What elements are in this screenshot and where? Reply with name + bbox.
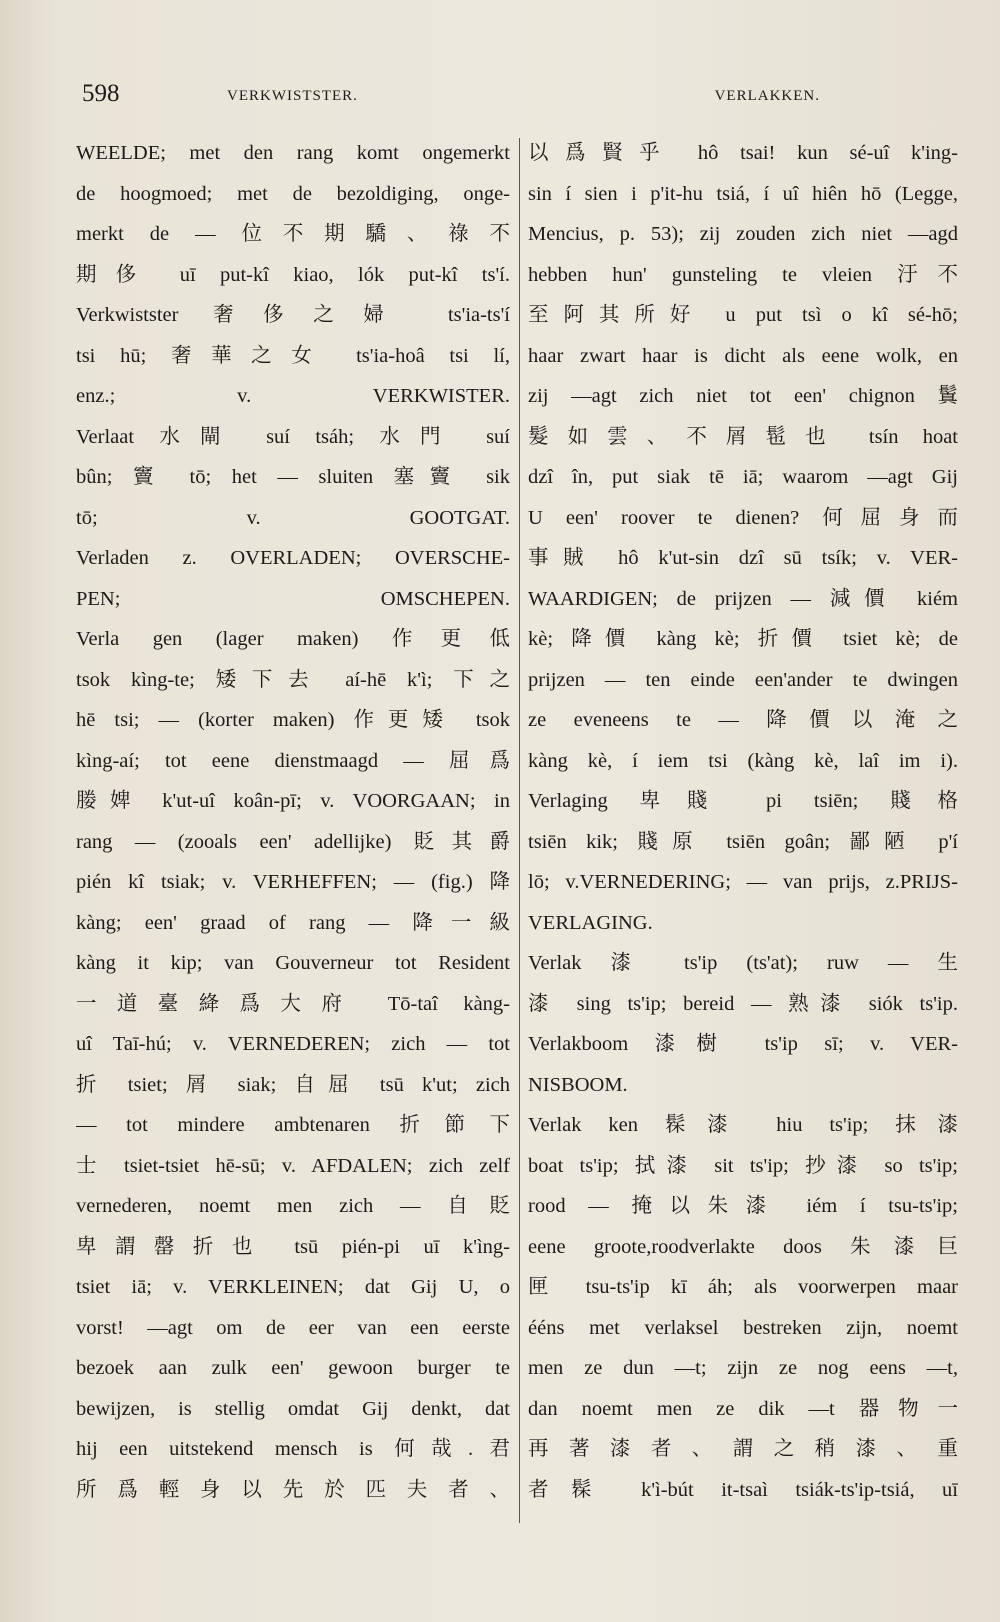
text-line: uî Taī-hú; v. VERNEDEREN; zich — tot (76, 1033, 510, 1055)
text-line: merkt de — 位不期驕、祿不 (76, 223, 510, 245)
text-line: hē tsi; — (korter maken) 作更矮 tsok (76, 709, 510, 731)
text-line: Verlakboom 漆樹 ts'ip sī; v. VER- (528, 1033, 958, 1055)
text-line: men ze dun —t; zijn ze nog eens —t, (528, 1357, 958, 1379)
text-line: 士 tsiet-tsiet hē-sū; v. AFDALEN; zich zelf (76, 1154, 510, 1177)
text-line: 一道臺絳爲大府 Tō-taî kàng- (76, 992, 510, 1015)
page-number: 598 (82, 80, 120, 107)
text-line: Mencius, p. 53); zij zouden zich niet —agd (528, 223, 958, 245)
text-line: 媵婢 k'ut-uî koân-pī; v. VOORGAAN; in (76, 790, 510, 812)
text-line: 匣 tsu-ts'ip kī áh; als voorwerpen maar (528, 1276, 958, 1298)
text-line: WAARDIGEN; de prijzen — 減價 kiém (528, 587, 958, 610)
text-line: bûn; 竇 tō; het — sluiten 塞竇 sik (76, 466, 510, 488)
text-line: pién kî tsiak; v. VERHEFFEN; — (fig.) 降 (76, 871, 510, 893)
text-line: U een' roover te dienen? 何屈身而 (528, 506, 958, 529)
text-line: 髮如雲、不屑髢也 tsín hoat (528, 425, 958, 448)
text-line: Verla gen (lager maken) 作更低 (76, 628, 510, 650)
text-line: 卑謂罄折也 tsū pién-pi uī k'ìng- (76, 1235, 510, 1258)
text-line: WEELDE; met den rang komt ongemerkt (76, 142, 510, 164)
text-line: 事賊 hô k'ut-sin dzî sū tsík; v. VER- (528, 547, 958, 569)
text-line: dan noemt men ze dik —t 器物一 (528, 1397, 958, 1420)
text-line: Verlak ken 髹漆 hiu ts'ip; 抹漆 (528, 1114, 958, 1136)
text-line: hebben hun' gunsteling te vleien 汙不 (528, 263, 958, 286)
text-line: kàng it kip; van Gouverneur tot Resident (76, 952, 510, 974)
text-line: 再著漆者、謂之稍漆、重 (528, 1438, 958, 1460)
text-line: sin í sien i p'it-hu tsiá, í uî hiên hō (Legge, (528, 182, 958, 205)
text-line: enz.; v. VERKWISTER. (76, 385, 510, 407)
text-line: zij —agt zich niet tot een' chignon 鬒 (528, 385, 958, 407)
right-running-head: VERLAKKEN. (714, 88, 820, 104)
text-line: 所爲輕身以先於匹夫者、 (76, 1478, 510, 1501)
column-divider (519, 138, 520, 1523)
text-line: haar zwart haar is dicht als eene wolk, en (528, 344, 958, 367)
text-line: bezoek aan zulk een' gewoon burger te (76, 1357, 510, 1379)
text-line: 折 tsiet; 屑 siak; 自屈 tsū k'ut; zich (76, 1073, 510, 1096)
text-line: kìng-aí; tot eene dienstmaagd — 屈爲 (76, 749, 510, 772)
text-line: ééns met verlaksel bestreken zijn, noemt (528, 1316, 958, 1339)
text-line: de hoogmoed; met de bezoldiging, onge- (76, 182, 510, 205)
text-line: Verladen z. OVERLADEN; OVERSCHE- (76, 547, 510, 569)
text-line: kàng; een' graad of rang — 降一級 (76, 911, 510, 934)
text-line: ze eveneens te — 降價以淹之 (528, 709, 958, 731)
text-line: 以爲賢乎 hô tsai! kun sé-uî k'ing- (528, 142, 958, 164)
text-line: 期侈 uī put-kî kiao, lók put-kî ts'í. (76, 263, 510, 286)
text-line: 至阿其所好 u put tsì o kî sé-hō; (528, 304, 958, 326)
text-line: dzî în, put siak tē iā; waarom —agt Gij (528, 466, 958, 488)
text-line: tsiēn kik; 賤原 tsiēn goân; 鄙陋 p'í (528, 830, 958, 853)
right-column (528, 133, 958, 1523)
text-line: boat ts'ip; 拭漆 sit ts'ip; 抄漆 so ts'ip; (528, 1154, 958, 1177)
text-line: hij een uitstekend mensch is 何哉.君 (76, 1438, 510, 1460)
left-running-head: VERKWISTSTER. (227, 88, 358, 104)
text-line: kàng kè, í iem tsi (kàng kè, laî im i). (528, 749, 958, 772)
text-line: rang — (zooals een' adellijke) 貶其爵 (76, 830, 510, 853)
text-line: rood — 掩以朱漆 iém í tsu-ts'ip; (528, 1195, 958, 1217)
text-line: tsiet iā; v. VERKLEINEN; dat Gij U, o (76, 1276, 510, 1298)
text-line: Verkwistster 奢侈之婦 ts'ia-ts'í (76, 304, 510, 326)
text-line: VERLAGING. (528, 911, 653, 934)
text-line: prijzen — ten einde een'ander te dwingen (528, 668, 958, 691)
text-line: Verlaat 水閘 suí tsáh; 水門 suí (76, 425, 510, 448)
text-line: eene groote,roodverlakte doos 朱漆巨 (528, 1235, 958, 1258)
text-line: tsi hū; 奢華之女 ts'ia-hoâ tsi lí, (76, 344, 510, 367)
text-line: 者髹 k'ì-bút it-tsaì tsiák-ts'ip-tsiá, uī (528, 1478, 958, 1501)
text-line: Verlaging 卑賤 pi tsiēn; 賤格 (528, 790, 958, 812)
text-line: kè; 降價 kàng kè; 折價 tsiet kè; de (528, 628, 958, 650)
text-line: bewijzen, is stellig omdat Gij denkt, dat (76, 1397, 510, 1420)
text-line: Verlak 漆 ts'ip (ts'at); ruw — 生 (528, 952, 958, 974)
text-line: vorst! —agt om de eer van een eerste (76, 1316, 510, 1339)
text-line: lō; v.VERNEDERING; — van prijs, z.PRIJS- (528, 871, 958, 893)
text-line: — tot mindere ambtenaren 折節下 (76, 1114, 510, 1136)
text-line: 漆 sing ts'ip; bereid — 熟漆 siók ts'ip. (528, 992, 958, 1015)
text-line: tō; v. GOOTGAT. (76, 506, 510, 529)
text-line: PEN; OMSCHEPEN. (76, 587, 510, 610)
left-column (76, 133, 510, 1523)
running-header (82, 80, 960, 120)
text-line: tsok kìng-te; 矮下去 aí-hē k'ì; 下之 (76, 668, 510, 691)
text-line: vernederen, noemt men zich — 自貶 (76, 1195, 510, 1217)
text-line: NISBOOM. (528, 1073, 628, 1096)
